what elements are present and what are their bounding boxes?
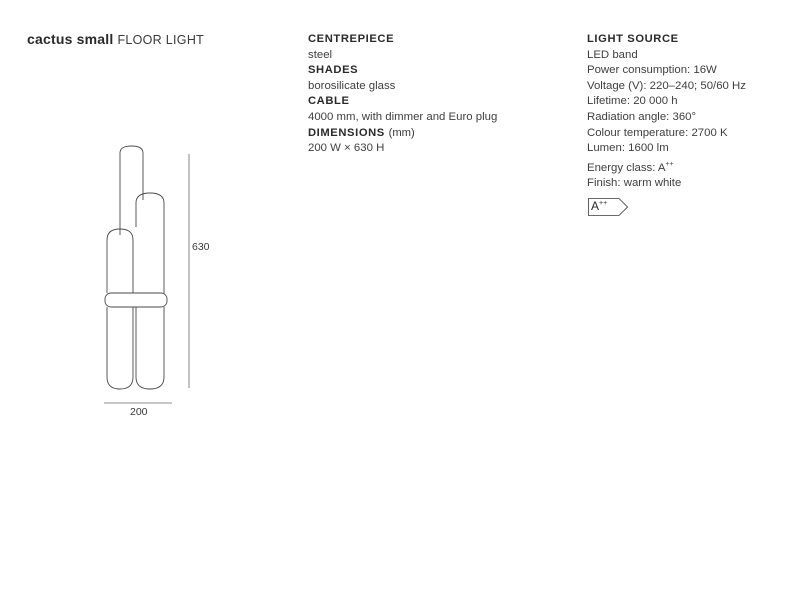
back-tube-outline xyxy=(120,146,143,200)
product-title xyxy=(27,31,204,49)
product-name: cactus small xyxy=(27,31,114,47)
spec-value-centrepiece: steel xyxy=(308,48,333,61)
energy-class-line xyxy=(587,157,787,176)
height-dimension-label: 630 xyxy=(192,241,210,253)
connector-band xyxy=(105,293,167,307)
product-type: FLOOR LIGHT xyxy=(117,33,205,47)
energy-badge-text xyxy=(591,199,607,213)
spec-heading-dimensions xyxy=(308,126,548,142)
dimensions-heading-label: DIMENSIONS xyxy=(308,126,385,139)
light-source-line: Colour temperature: 2700 K xyxy=(587,126,728,139)
spec-heading-cable: CABLE xyxy=(308,95,350,108)
spec-value-cable: 4000 mm, with dimmer and Euro plug xyxy=(308,110,498,123)
light-source-line: Lumen: 1600 lm xyxy=(587,142,669,155)
light-source-line: LED band xyxy=(587,48,638,61)
front-upper-tube-outline xyxy=(107,229,133,293)
light-source-line: Power consumption: 16W xyxy=(587,64,717,77)
width-dimension-label: 200 xyxy=(130,406,148,418)
light-source-heading: LIGHT SOURCE xyxy=(587,33,679,45)
spec-value-shades: borosilicate glass xyxy=(308,79,396,92)
dimensions-unit: (mm) xyxy=(388,126,415,139)
finish-line: Finish: warm white xyxy=(587,177,682,190)
middle-tube-outline xyxy=(136,193,164,293)
spec-value-dimensions: 200 W × 630 H xyxy=(308,142,385,155)
spec-heading-shades: SHADES xyxy=(308,64,359,77)
energy-badge-letter: A xyxy=(591,199,600,213)
energy-badge-sup: ++ xyxy=(599,200,608,207)
light-source-column xyxy=(587,32,787,192)
energy-class-sup: ++ xyxy=(665,160,674,168)
energy-class-label: Energy class: A xyxy=(587,161,666,174)
lamp-drawing xyxy=(95,145,220,420)
spec-column xyxy=(308,32,548,157)
lower-right-tube-outline xyxy=(136,307,164,389)
light-source-line: Voltage (V): 220–240; 50/60 Hz xyxy=(587,79,746,92)
light-source-line: Lifetime: 20 000 h xyxy=(587,95,678,108)
spec-heading-centrepiece: CENTREPIECE xyxy=(308,33,395,45)
energy-class-badge xyxy=(588,198,628,216)
light-source-line: Radiation angle: 360° xyxy=(587,110,697,123)
lower-left-tube-outline xyxy=(107,307,133,389)
